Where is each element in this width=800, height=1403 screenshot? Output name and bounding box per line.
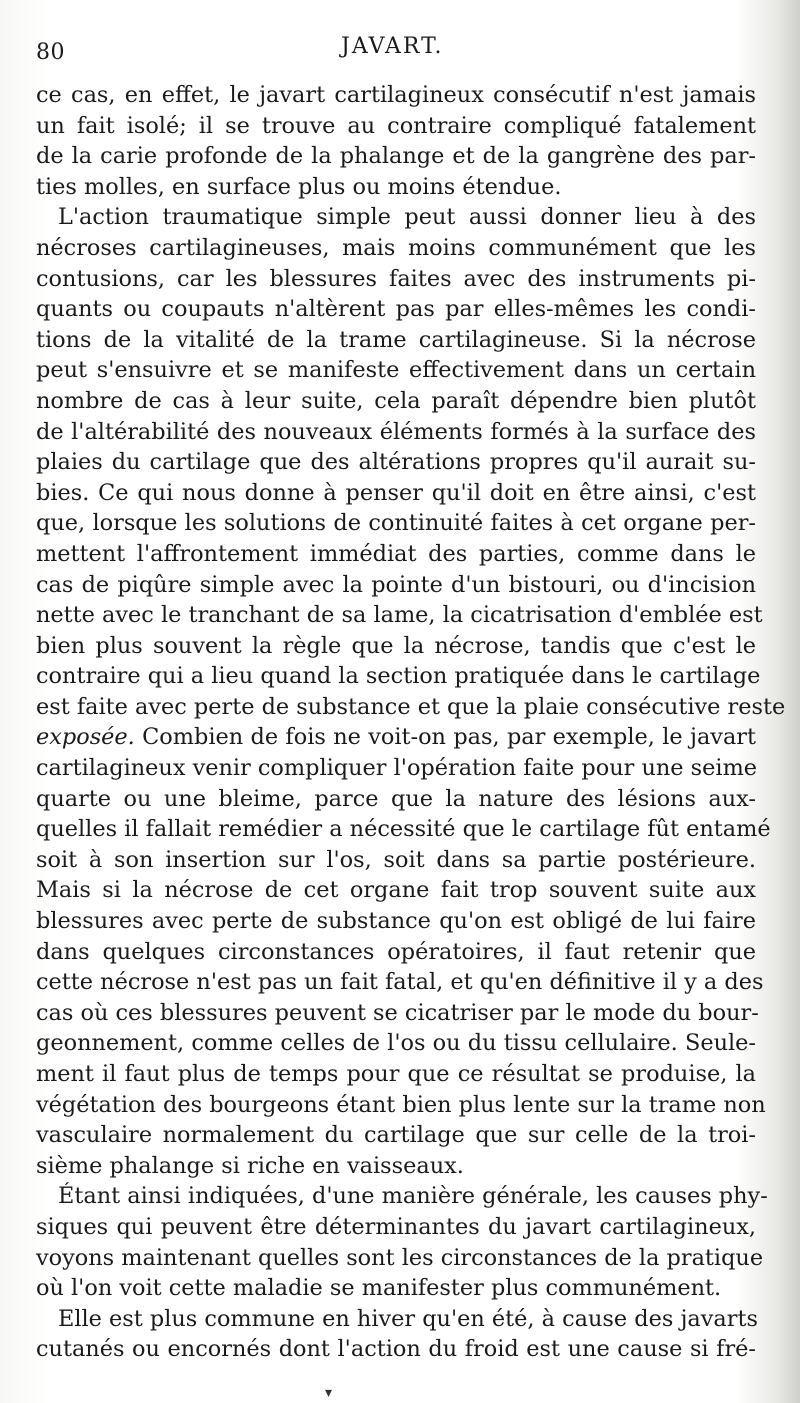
text-line: nécroses cartilagineuses, mais moins communément que les — [36, 234, 756, 261]
text-line: sième phalange si riche en vaisseaux. — [36, 1152, 464, 1179]
text-line: geonnement, comme celles de l'os ou du tissu cellulaire. Seule- — [36, 1030, 756, 1057]
text-line: dans quelques circonstances opératoires, il faut retenir que — [36, 938, 756, 965]
text-line: voyons maintenant quelles sont les circonstances de la pratique — [36, 1244, 764, 1271]
text-line: cartilagineux venir compliquer l'opération faite pour une seime — [36, 755, 758, 782]
text-line: Mais si la nécrose de cet organe fait trop souvent suite aux — [36, 877, 756, 904]
text-line: où l'on voit cette maladie se manifester plus communément. — [36, 1275, 722, 1302]
text-line: quelles il fallait remédier a nécessité que le cartilage fût entamé — [36, 816, 771, 843]
text-line: Étant ainsi indiquées, d'une manière générale, les causes phy- — [58, 1183, 768, 1210]
body-text — [36, 80, 786, 1365]
text-line: nombre de cas à leur suite, cela paraît dépendre bien plutôt — [36, 387, 756, 414]
text-line: cutanés ou encornés dont l'action du froid est une cause si fré- — [36, 1336, 756, 1363]
printer-mark-icon: ▾ — [325, 1385, 333, 1401]
text-line: nette avec le tranchant de sa lame, la cicatrisation d'emblée est — [36, 602, 763, 629]
text-line: cette nécrose n'est pas un fait fatal, et qu'en définitive il y a des — [36, 969, 764, 996]
text-line: cas de piqûre simple avec la pointe d'un bistouri, ou d'incision — [36, 571, 756, 598]
text-line: soit à son insertion sur l'os, soit dans sa partie postérieure. — [36, 846, 756, 873]
text-line: ties molles, en surface plus ou moins étendue. — [36, 173, 562, 200]
page-number: 80 — [36, 40, 65, 65]
text-line: ment il faut plus de temps pour que ce résultat se produise, la — [36, 1061, 756, 1087]
text-line: quants ou coupauts n'altèrent pas par elles-mêmes les condi- — [36, 296, 756, 323]
text-line: végétation des bourgeons étant bien plus lente sur la trame non — [36, 1091, 766, 1118]
page-header — [36, 34, 750, 70]
running-title: JAVART. — [341, 34, 444, 59]
text-line: de l'altérabilité des nouveaux éléments formés à la surface des — [36, 418, 756, 445]
text-line: de la carie profonde de la phalange et de la gangrène des par- — [36, 143, 756, 170]
text-line: quarte ou une bleime, parce que la nature des lésions aux- — [36, 785, 756, 812]
text-line: vasculaire normalement du cartilage que sur celle de la troi- — [36, 1122, 756, 1149]
text-line: est faite avec perte de substance et que la plaie consécutive reste — [36, 693, 786, 720]
text-line: mettent l'affrontement immédiat des parties, comme dans le — [36, 540, 756, 567]
italic-word: exposée. — [36, 724, 135, 751]
text-line: blessures avec perte de substance qu'on est obligé de lui faire — [36, 908, 756, 935]
text-line: plaies du cartilage que des altérations propres qu'il aurait su- — [36, 449, 756, 476]
text-line: siques qui peuvent être déterminantes du javart cartilagineux, — [36, 1213, 756, 1240]
text-line: cas où ces blessures peuvent se cicatriser par le mode du bour- — [36, 999, 759, 1026]
text-line: L'action traumatique simple peut aussi donner lieu à des — [58, 204, 756, 231]
text-line: un fait isolé; il se trouve au contraire compliqué fatalement — [36, 112, 756, 139]
text-span: Combien de fois ne voit-on pas, par exemple, le javart — [134, 724, 756, 751]
text-line: peut s'ensuivre et se manifeste effectivement dans un certain — [36, 357, 756, 384]
text-line-with-italic — [36, 722, 756, 753]
text-line: tions de la vitalité de la trame cartilagineuse. Si la nécrose — [36, 326, 756, 353]
text-line: contusions, car les blessures faites avec des instruments pi- — [36, 265, 756, 292]
text-line: Elle est plus commune en hiver qu'en été, à cause des javarts — [58, 1305, 758, 1332]
text-line: ce cas, en effet, le javart cartilagineux consécutif n'est jamais — [36, 82, 756, 108]
text-line: contraire qui a lieu quand la section pratiquée dans le cartilage — [36, 663, 761, 690]
text-line: que, lorsque les solutions de continuité faites à cet organe per- — [36, 510, 756, 537]
text-line: bies. Ce qui nous donne à penser qu'il doit en être ainsi, c'est — [36, 479, 756, 506]
text-line: bien plus souvent la règle que la nécrose, tandis que c'est le — [36, 632, 756, 659]
